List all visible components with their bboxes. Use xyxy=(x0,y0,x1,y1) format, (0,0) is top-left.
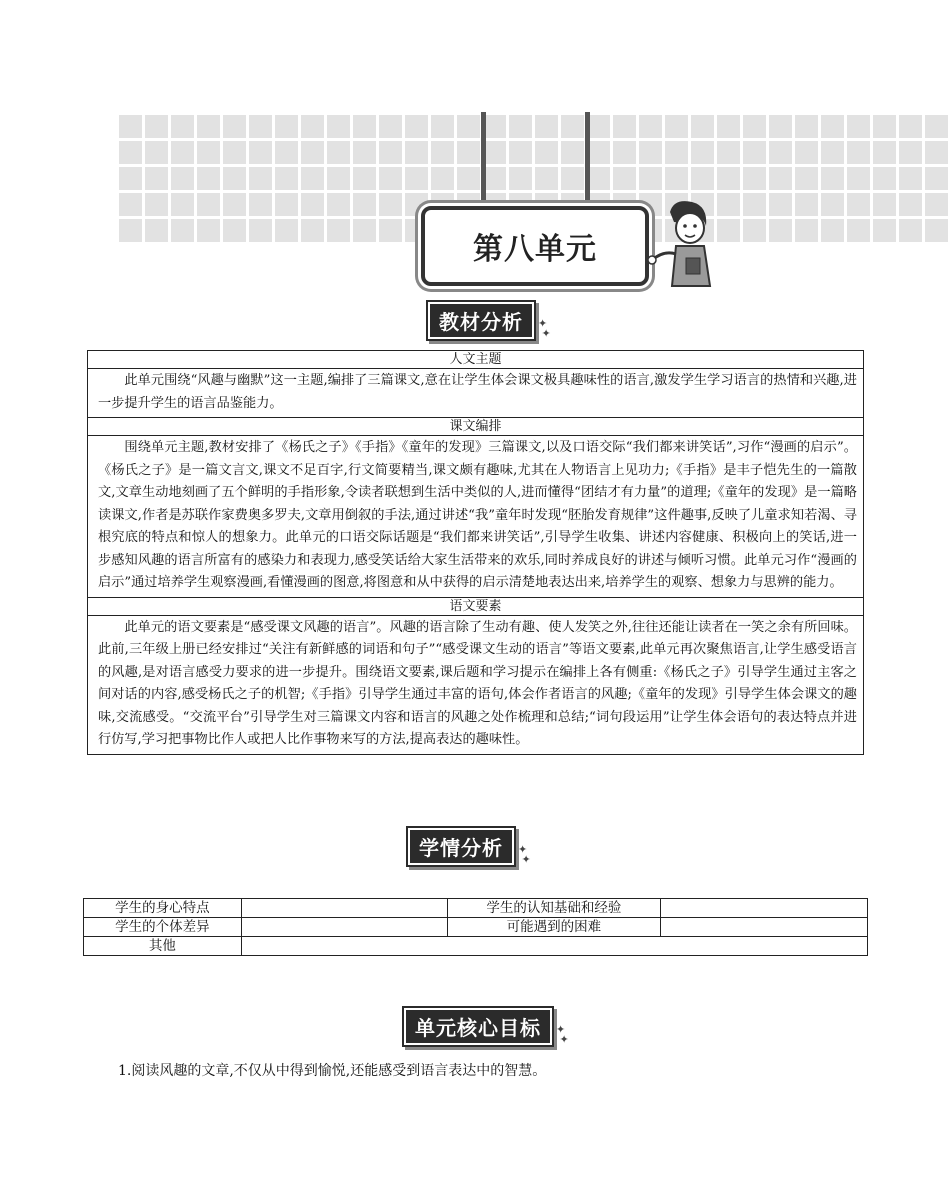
learning-situation-table xyxy=(83,898,868,956)
core-goals-label: 单元核心目标 xyxy=(404,1008,552,1045)
theme-text: 此单元围绕“风趣与幽默”这一主题,编排了三篇课文,意在让学生体会课文极具趣味性的语言,激发学生学习语言的热情和兴趣,进一步提升学生的语言品鉴能力。 xyxy=(88,369,864,418)
other-value xyxy=(241,937,867,956)
cognitive-value xyxy=(661,899,868,918)
sparkle-icon: ✦ ✦ xyxy=(518,843,531,866)
elements-text: 此单元的语文要素是“感受课文风趣的语言”。风趣的语言除了生动有趣、使人发笑之外,往往还能让读者在一笑之余有所回味。此前,三年级上册已经安排过“关注有新鲜感的词语和句子”“感受课文生动的语言”等语文要素,此单元再次聚焦语言,让学生感受语言的风趣,是对语言感受力要求的进一步提升。围绕语文要素,课后题和学习提示在编排上各有侧重:《杨氏之子》引导学生通过主客之间对话的内容,感受杨氏之子的机智;《手指》引导学生通过丰富的语句,体会作者语言的风趣;《童年的发现》引导学生体会课文的趣味,交流感受。“交流平台”引导学生对三篇课文内容和语言的风趣之处作梳理和总结;“词句段运用”让学生体会语句的表达特点并进行仿写,学习把事物比作人或把人比作事物来写的方法,提高表达的趣味性。 xyxy=(88,615,864,754)
elements-header: 语文要素 xyxy=(88,597,864,615)
arrangement-text: 围绕单元主题,教材安排了《杨氏之子》《手指》《童年的发现》三篇课文,以及口语交际“我们都来讲笑话”,习作“漫画的启示”。《杨氏之子》是一篇文言文,课文不足百字,行文简要精当,课文颇有趣味,尤其在人物语言上见功力;《手指》是丰子恺先生的一篇散文,文章生动地刻画了五个鲜明的手指形象,令读者联想到生活中类似的人,进而懂得“团结才有力量”的道理;《童年的发现》是一篇略读课文,作者是苏联作家费奥多罗夫,文章用倒叙的手法,通过讲述“我”童年时发现“胚胎发育规律”这件趣事,反映了儿童求知若渴、寻根究底的特点和惊人的想象力。此单元的口语交际话题是“我们都来讲笑话”,引导学生收集、讲述内容健康、积极向上的笑话,进一步感知风趣的语言所富有的感染力和表现力,感受笑话给大家生活带来的欢乐,同时养成良好的讲述与倾听习惯。此单元习作“漫画的启示”通过培养学生观察漫画,看懂漫画的图意,将图意和从中获得的启示清楚地表达出来,培养学生的观察、想象力与思辨的能力。 xyxy=(88,436,864,598)
cognitive-label: 学生的认知基础和经验 xyxy=(447,899,661,918)
difficulties-value xyxy=(661,918,868,937)
unit-title: 第八单元 xyxy=(473,232,597,267)
teacher-illustration-icon xyxy=(648,198,718,288)
arrangement-header: 课文编排 xyxy=(88,418,864,436)
physical-label: 学生的身心特点 xyxy=(84,899,242,918)
theme-header: 人文主题 xyxy=(88,351,864,369)
difficulties-label: 可能遇到的困难 xyxy=(447,918,661,937)
physical-value xyxy=(241,899,447,918)
textbook-analysis-table xyxy=(87,350,864,755)
goal-item: 1.阅读风趣的文章,不仅从中得到愉悦,还能感受到语言表达中的智慧。 xyxy=(118,1063,547,1079)
sparkle-icon: ✦ ✦ xyxy=(556,1023,569,1046)
learning-analysis-label: 学情分析 xyxy=(408,828,514,865)
individual-value xyxy=(241,918,447,937)
sparkle-icon: ✦ ✦ xyxy=(538,317,551,340)
learning-analysis-heading xyxy=(408,828,540,865)
individual-label: 学生的个体差异 xyxy=(84,918,242,937)
textbook-analysis-heading xyxy=(428,302,560,339)
unit-title-board xyxy=(421,206,649,286)
textbook-analysis-label: 教材分析 xyxy=(428,302,534,339)
hanger-rod-right xyxy=(585,112,590,208)
other-label: 其他 xyxy=(84,937,242,956)
hanger-rod-left xyxy=(481,112,486,208)
core-goals-heading xyxy=(404,1008,578,1045)
